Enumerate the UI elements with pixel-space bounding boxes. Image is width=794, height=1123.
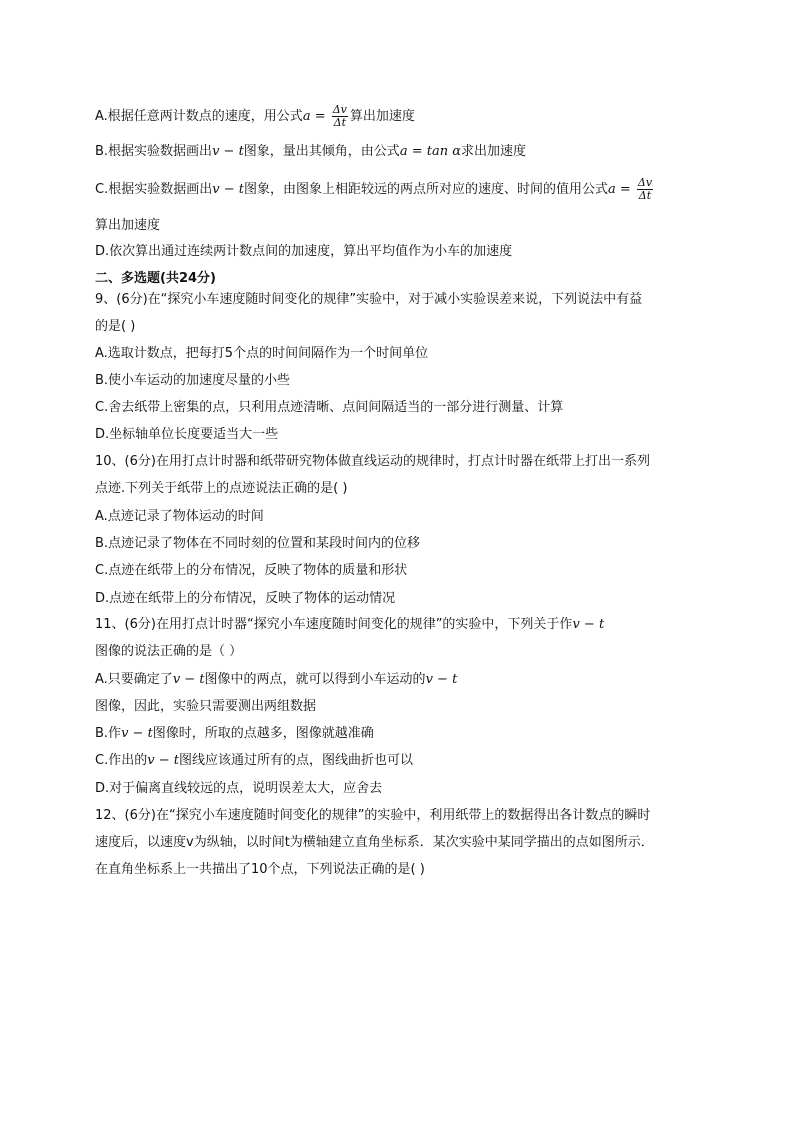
option-text: 求出加速度 bbox=[460, 144, 526, 159]
q11-stem-line2: 图像的说法正确的是（ ） bbox=[95, 644, 243, 659]
q9-option-c: C.舍去纸带上密集的点，只利用点迹清晰、点间间隔适当的一部分进行测量、计算 bbox=[95, 400, 564, 415]
q10-stem-line1: 10、(6分)在用打点计时器和纸带研究物体做直线运动的规律时，打点计时器在纸带上打出一系列 bbox=[95, 454, 650, 469]
option-text: 图线应该通过所有的点，图线曲折也可以 bbox=[178, 753, 413, 768]
q9-stem-line1: 9、(6分)在“探究小车速度随时间变化的规律”实验中，对于减小实验误差来说，下列说法中有益 bbox=[95, 292, 643, 307]
q11-option-b bbox=[95, 725, 374, 743]
q10-option-b: B.点迹记录了物体在不同时刻的位置和某段时间内的位移 bbox=[95, 536, 421, 551]
prev-option-a bbox=[95, 104, 415, 129]
q11-option-a bbox=[95, 671, 457, 689]
option-text: C.作出的 bbox=[95, 753, 148, 768]
q12-stem-line1: 12、(6分)在“探究小车速度随时间变化的规律”的实验中，利用纸带上的数据得出各计数点的瞬时 bbox=[95, 808, 651, 823]
vt-symbol: v − t bbox=[121, 726, 153, 741]
option-text: 图像中的两点，就可以得到小车运动的 bbox=[204, 672, 426, 687]
fraction bbox=[637, 177, 653, 202]
prev-option-c bbox=[95, 177, 655, 202]
option-text: A.只要确定了 bbox=[95, 672, 173, 687]
q11-stem-line1 bbox=[95, 616, 604, 634]
q10-option-d: D.点迹在纸带上的分布情况，反映了物体的运动情况 bbox=[95, 591, 396, 606]
vt-symbol: v − t bbox=[425, 672, 458, 687]
q10-option-c: C.点迹在纸带上的分布情况，反映了物体的质量和形状 bbox=[95, 563, 408, 578]
fraction-numerator: Δv bbox=[637, 176, 653, 189]
q11-option-c bbox=[95, 752, 413, 770]
formula-lhs: a = bbox=[302, 109, 330, 124]
prev-option-c-cont: 算出加速度 bbox=[95, 218, 161, 233]
q10-option-a: A.点迹记录了物体运动的时间 bbox=[95, 509, 264, 524]
vt-symbol: v − t bbox=[147, 753, 179, 768]
prev-option-b bbox=[95, 143, 526, 161]
formula-lhs: a = bbox=[607, 182, 635, 197]
section-heading: 二、多选题(共24分) bbox=[95, 271, 216, 286]
vt-symbol: v − t bbox=[212, 182, 244, 197]
vt-symbol: v − t bbox=[212, 144, 244, 159]
option-text: 算出加速度 bbox=[349, 109, 415, 124]
q9-option-b: B.使小车运动的加速度尽量的小些 bbox=[95, 373, 291, 388]
option-text: C.根据实验数据画出 bbox=[95, 182, 213, 197]
question-text: 11、(6分)在用打点计时器“探究小车速度随时间变化的规律”的实验中，下列关于作 bbox=[95, 617, 573, 632]
q11-option-d: D.对于偏离直线较远的点，说明误差太大，应舍去 bbox=[95, 781, 383, 796]
q9-stem-line2: 的是( ) bbox=[95, 319, 136, 334]
formula: a = tan α bbox=[399, 144, 461, 159]
option-text: A.根据任意两计数点的速度，用公式 bbox=[95, 109, 303, 124]
vt-symbol: v − t bbox=[572, 617, 605, 632]
q9-option-a: A.选取计数点，把每打5个点的时间间隔作为一个时间单位 bbox=[95, 346, 429, 361]
q12-stem-line2: 速度后，以速度v为纵轴，以时间t为横轴建立直角坐标系．某次实验中某同学描出的点如图所示． bbox=[95, 835, 654, 850]
option-text: B.根据实验数据画出 bbox=[95, 144, 213, 159]
q10-stem-line2: 点迹.下列关于纸带上的点迹说法正确的是( ) bbox=[95, 481, 348, 496]
fraction bbox=[332, 104, 348, 129]
vt-symbol: v − t bbox=[172, 672, 205, 687]
option-text: 图像时，所取的点越多，图像就越准确 bbox=[152, 726, 374, 741]
fraction-denominator: Δt bbox=[333, 116, 346, 129]
q11-option-a-cont: 图像，因此，实验只需要测出两组数据 bbox=[95, 699, 317, 714]
fraction-denominator: Δt bbox=[638, 189, 652, 202]
q12-stem-line3: 在直角坐标系上一共描出了10个点，下列说法正确的是( ) bbox=[95, 862, 425, 877]
q9-option-d: D.坐标轴单位长度要适当大一些 bbox=[95, 427, 279, 442]
option-text: 图象，量出其倾角，由公式 bbox=[243, 144, 400, 159]
fraction-numerator: Δv bbox=[332, 103, 347, 116]
prev-option-d: D.依次算出通过连续两计数点间的加速度，算出平均值作为小车的加速度 bbox=[95, 244, 513, 259]
option-text: B.作 bbox=[95, 726, 122, 741]
option-text: 图象，由图象上相距较远的两点所对应的速度、时间的值用公式 bbox=[243, 182, 608, 197]
